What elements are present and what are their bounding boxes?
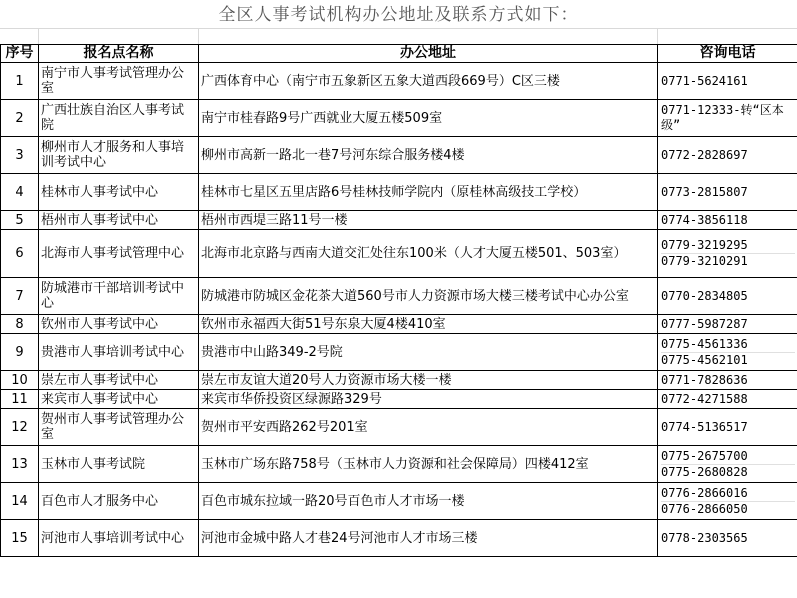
phone-cell bbox=[658, 371, 797, 390]
office-address: 来宾市华侨投资区绿源路329号 bbox=[199, 390, 658, 409]
phone-cell bbox=[658, 63, 797, 100]
table-row bbox=[1, 137, 797, 174]
office-address: 梧州市西堤三路11号一楼 bbox=[199, 211, 658, 230]
phone-number: 0772-2828697 bbox=[661, 147, 748, 162]
table-row bbox=[1, 483, 797, 520]
office-address: 百色市城东拉域一路20号百色市人才市场一楼 bbox=[199, 483, 658, 520]
office-name: 玉林市人事考试院 bbox=[39, 446, 199, 483]
office-address: 崇左市友谊大道20号人力资源市场大楼一楼 bbox=[199, 371, 658, 390]
office-address: 贺州市平安西路262号201室 bbox=[199, 409, 658, 446]
office-address: 防城港市防城区金花茶大道560号市人力资源市场大楼三楼考试中心办公室 bbox=[199, 278, 658, 315]
table-row bbox=[1, 409, 797, 446]
table-body bbox=[1, 63, 797, 557]
office-name: 北海市人事考试管理中心 bbox=[39, 230, 199, 278]
office-name: 贺州市人事考试管理办公室 bbox=[39, 409, 199, 446]
office-address: 广西体育中心（南宁市五象新区五象大道西段669号）C区三楼 bbox=[199, 63, 658, 100]
office-address: 贵港市中山路349-2号院 bbox=[199, 334, 658, 371]
row-number: 12 bbox=[1, 409, 39, 446]
phone-cell bbox=[658, 137, 797, 174]
office-address: 河池市金城中路人才巷24号河池市人才市场三楼 bbox=[199, 520, 658, 557]
phone-cell bbox=[658, 278, 797, 315]
office-address: 南宁市桂春路9号广西就业大厦五楼509室 bbox=[199, 100, 658, 137]
table-row bbox=[1, 334, 797, 371]
office-address: 柳州市高新一路北一巷7号河东综合服务楼4楼 bbox=[199, 137, 658, 174]
table-row bbox=[1, 520, 797, 557]
phone-number: 0771-7828636 bbox=[661, 372, 748, 387]
phone-number: 0774-5136517 bbox=[661, 419, 748, 434]
phone-number: 0775-4561336 bbox=[661, 336, 748, 351]
row-number: 3 bbox=[1, 137, 39, 174]
phone-cell bbox=[658, 446, 797, 483]
row-number: 11 bbox=[1, 390, 39, 409]
phone-number: 0777-5987287 bbox=[661, 316, 748, 331]
row-number: 13 bbox=[1, 446, 39, 483]
spreadsheet-gridline bbox=[0, 28, 797, 45]
header-name: 报名点名称 bbox=[39, 45, 199, 63]
table-row bbox=[1, 315, 797, 334]
row-number: 1 bbox=[1, 63, 39, 100]
header-num: 序号 bbox=[1, 45, 39, 63]
row-number: 4 bbox=[1, 174, 39, 211]
row-number: 10 bbox=[1, 371, 39, 390]
office-name: 防城港市干部培训考试中心 bbox=[39, 278, 199, 315]
row-number: 2 bbox=[1, 100, 39, 137]
phone-number: 0775-2675700 bbox=[661, 448, 748, 463]
row-number: 6 bbox=[1, 230, 39, 278]
row-number: 9 bbox=[1, 334, 39, 371]
phone-number: 0774-3856118 bbox=[661, 212, 748, 227]
phone-cell bbox=[658, 334, 797, 371]
table-row bbox=[1, 390, 797, 409]
phone-number: 0775-4562101 bbox=[661, 352, 795, 368]
table-row bbox=[1, 230, 797, 278]
phone-number: 0776-2866050 bbox=[661, 501, 795, 517]
table-row bbox=[1, 371, 797, 390]
office-name: 钦州市人事考试中心 bbox=[39, 315, 199, 334]
office-name: 桂林市人事考试中心 bbox=[39, 174, 199, 211]
phone-number: 0778-2303565 bbox=[661, 530, 748, 545]
phone-number: 0772-4271588 bbox=[661, 391, 748, 406]
phone-cell bbox=[658, 390, 797, 409]
office-address: 桂林市七星区五里店路6号桂林技师学院内（原桂林高级技工学校） bbox=[199, 174, 658, 211]
phone-number: 0779-3219295 bbox=[661, 238, 748, 252]
phone-number: 0771-5624161 bbox=[661, 73, 748, 88]
table-row bbox=[1, 174, 797, 211]
phone-cell bbox=[658, 409, 797, 446]
office-address: 钦州市永福西大街51号东泉大厦4楼410室 bbox=[199, 315, 658, 334]
row-number: 15 bbox=[1, 520, 39, 557]
row-number: 5 bbox=[1, 211, 39, 230]
office-name: 百色市人才服务中心 bbox=[39, 483, 199, 520]
header-row bbox=[1, 45, 797, 63]
phone-number: 0779-3210291 bbox=[661, 253, 795, 269]
phone-cell bbox=[658, 483, 797, 520]
contact-table bbox=[0, 44, 797, 557]
phone-cell bbox=[658, 520, 797, 557]
office-name: 来宾市人事考试中心 bbox=[39, 390, 199, 409]
row-number: 14 bbox=[1, 483, 39, 520]
phone-number: 0770-2834805 bbox=[661, 288, 748, 303]
office-address: 北海市北京路与西南大道交汇处往东100米（人才大厦五楼501、503室） bbox=[199, 230, 658, 278]
office-name: 广西壮族自治区人事考试院 bbox=[39, 100, 199, 137]
office-name: 河池市人事培训考试中心 bbox=[39, 520, 199, 557]
table-row bbox=[1, 211, 797, 230]
office-name: 梧州市人事考试中心 bbox=[39, 211, 199, 230]
office-name: 崇左市人事考试中心 bbox=[39, 371, 199, 390]
row-number: 7 bbox=[1, 278, 39, 315]
office-name: 柳州市人才服务和人事培训考试中心 bbox=[39, 137, 199, 174]
table-row bbox=[1, 63, 797, 100]
header-addr: 办公地址 bbox=[199, 45, 658, 63]
phone-cell bbox=[658, 230, 797, 278]
phone-cell bbox=[658, 174, 797, 211]
phone-cell bbox=[658, 100, 797, 137]
phone-number: 0776-2866016 bbox=[661, 485, 748, 500]
row-number: 8 bbox=[1, 315, 39, 334]
phone-cell bbox=[658, 315, 797, 334]
phone-cell bbox=[658, 211, 797, 230]
page-title: 全区人事考试机构办公地址及联系方式如下： bbox=[218, 5, 579, 25]
table-row bbox=[1, 446, 797, 483]
phone-number: 0771-12333-转“区本级” bbox=[661, 103, 784, 132]
table-row bbox=[1, 100, 797, 137]
phone-number: 0773-2815807 bbox=[661, 184, 748, 199]
phone-number: 0775-2680828 bbox=[661, 464, 795, 480]
office-name: 贵港市人事培训考试中心 bbox=[39, 334, 199, 371]
office-name: 南宁市人事考试管理办公室 bbox=[39, 63, 199, 100]
table-row bbox=[1, 278, 797, 315]
header-tel: 咨询电话 bbox=[658, 45, 797, 63]
office-address: 玉林市广场东路758号（玉林市人力资源和社会保障局）四楼412室 bbox=[199, 446, 658, 483]
